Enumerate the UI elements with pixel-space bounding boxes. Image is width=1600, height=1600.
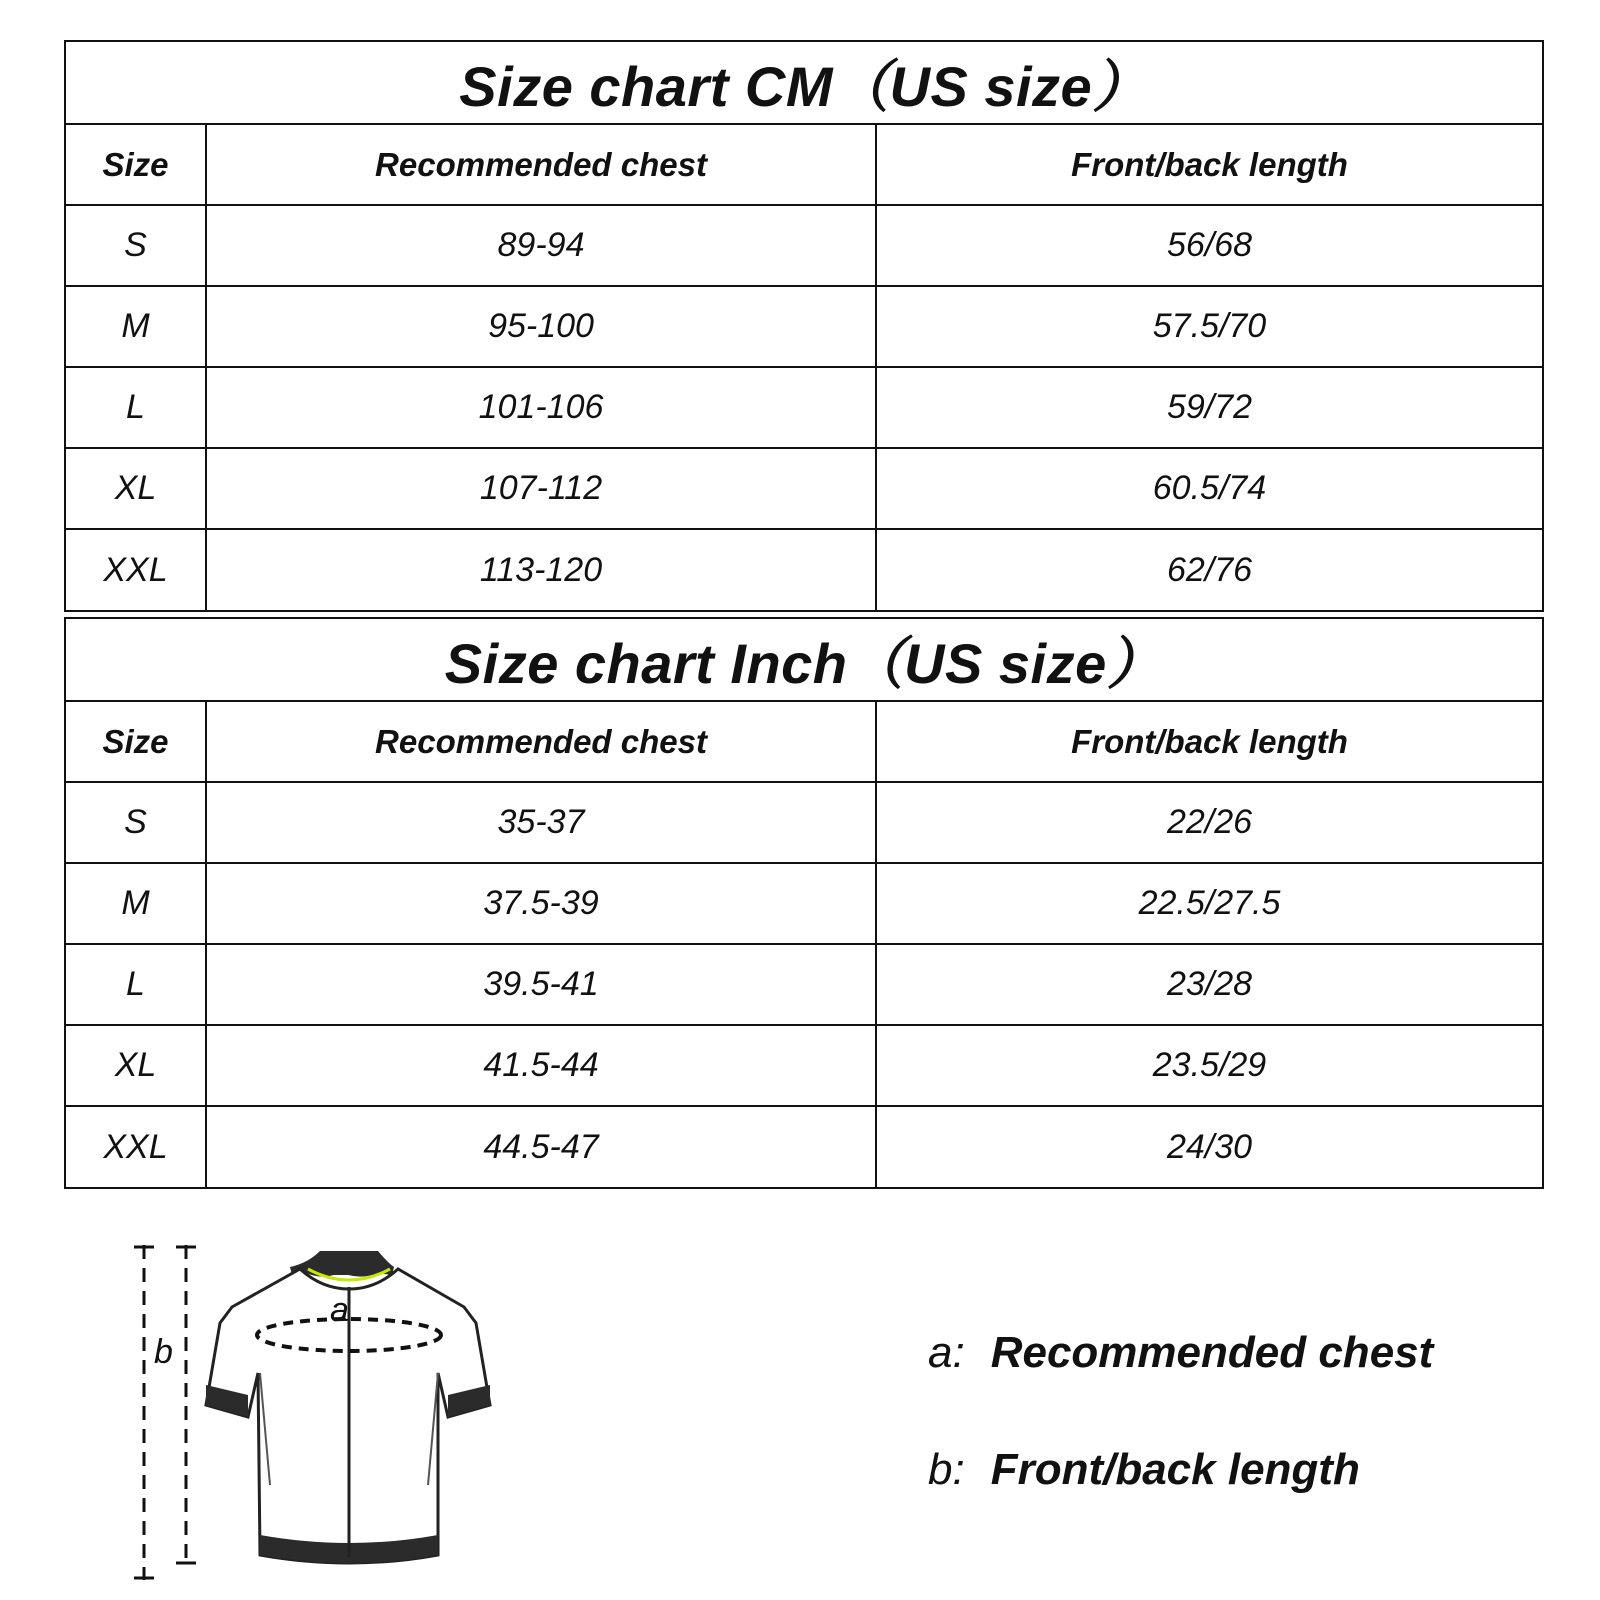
header-length: Front/back length bbox=[1071, 145, 1348, 183]
cell-length: 59/72 bbox=[1166, 388, 1253, 426]
cell-length: 56/68 bbox=[1166, 226, 1253, 264]
cell-length: 23.5/29 bbox=[1152, 1046, 1267, 1084]
header-size: Size bbox=[66, 125, 207, 204]
header-chest: Recommended chest bbox=[207, 125, 877, 204]
cell-length: 57.5/70 bbox=[1152, 307, 1267, 345]
table-row bbox=[66, 449, 1542, 530]
label-b: b bbox=[154, 1333, 173, 1371]
cell-chest: 37.5-39 bbox=[207, 864, 877, 943]
table-row bbox=[66, 945, 1542, 1026]
cell-size: M bbox=[66, 287, 207, 366]
cell-chest: 95-100 bbox=[207, 287, 877, 366]
header-size: Size bbox=[66, 702, 207, 781]
table-row bbox=[66, 864, 1542, 945]
table-row bbox=[66, 287, 1542, 368]
table-row bbox=[66, 530, 1542, 610]
size-chart-inch bbox=[64, 617, 1544, 1189]
cell-chest: 89-94 bbox=[207, 206, 877, 285]
cell-size: S bbox=[66, 206, 207, 285]
label-a: a bbox=[330, 1291, 349, 1329]
table-row bbox=[66, 206, 1542, 287]
table-row bbox=[66, 783, 1542, 864]
cell-size: L bbox=[66, 368, 207, 447]
table-row bbox=[66, 1026, 1542, 1107]
cell-size: M bbox=[66, 864, 207, 943]
cell-length: 23/28 bbox=[1166, 965, 1253, 1003]
cell-chest: 101-106 bbox=[207, 368, 877, 447]
jersey-measurement-diagram bbox=[120, 1245, 560, 1580]
table-row bbox=[66, 1107, 1542, 1187]
cell-chest: 41.5-44 bbox=[207, 1026, 877, 1105]
cell-chest: 39.5-41 bbox=[207, 945, 877, 1024]
cell-size: S bbox=[66, 783, 207, 862]
cell-size: XXL bbox=[66, 1107, 207, 1187]
header-chest: Recommended chest bbox=[207, 702, 877, 781]
table-row bbox=[66, 368, 1542, 449]
chart-title: Size chart CM（US size） bbox=[66, 42, 1542, 125]
cell-size: XL bbox=[66, 1026, 207, 1105]
cell-length: 62/76 bbox=[1166, 550, 1253, 589]
size-chart-cm bbox=[64, 40, 1544, 612]
legend-text: Front/back length bbox=[990, 1445, 1360, 1494]
cell-chest: 35-37 bbox=[207, 783, 877, 862]
legend-key: a: bbox=[928, 1328, 965, 1377]
cell-length: 60.5/74 bbox=[1152, 469, 1267, 507]
length-guide bbox=[134, 1245, 196, 1580]
cell-length: 22.5/27.5 bbox=[1138, 884, 1281, 922]
cell-size: XXL bbox=[66, 530, 207, 610]
cell-size: L bbox=[66, 945, 207, 1024]
table-header-row bbox=[66, 702, 1542, 783]
legend-item-a bbox=[928, 1328, 1433, 1378]
cell-chest: 107-112 bbox=[207, 449, 877, 528]
cell-chest: 44.5-47 bbox=[207, 1107, 877, 1187]
legend-item-b bbox=[928, 1445, 1360, 1495]
cell-length: 24/30 bbox=[1166, 1127, 1253, 1166]
cell-length: 22/26 bbox=[1166, 803, 1253, 841]
cell-chest: 113-120 bbox=[207, 530, 877, 610]
header-length: Front/back length bbox=[1071, 722, 1348, 760]
legend-key: b: bbox=[928, 1445, 965, 1494]
legend-text: Recommended chest bbox=[990, 1328, 1434, 1377]
table-header-row bbox=[66, 125, 1542, 206]
chart-title: Size chart Inch（US size） bbox=[66, 619, 1542, 702]
cell-size: XL bbox=[66, 449, 207, 528]
